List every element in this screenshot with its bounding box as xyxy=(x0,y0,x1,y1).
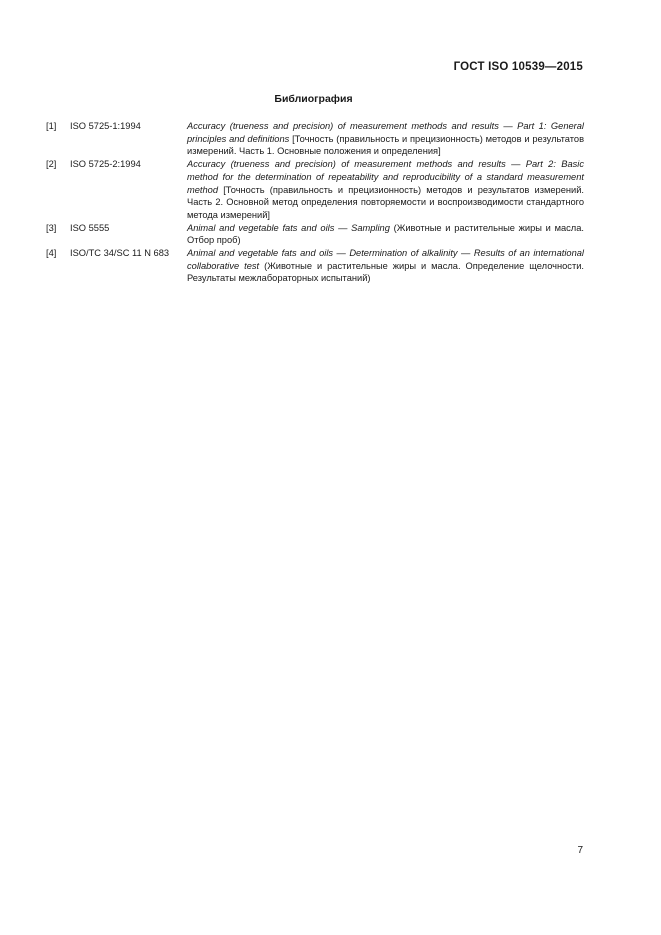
entry-number: [2] xyxy=(46,159,57,170)
bibliography-list xyxy=(46,120,584,285)
entry-title-english: Animal and vegetable fats and oils — Determination of alkalinity — Results of an international collaborative test xyxy=(187,248,584,271)
page-number: 7 xyxy=(577,845,583,856)
page-title: Библиография xyxy=(274,93,353,105)
entry-standard-code: ISO/TC 34/SC 11 N 683 xyxy=(70,248,170,259)
entry-number: [3] xyxy=(46,222,57,233)
entry-standard-code: ISO 5555 xyxy=(70,222,110,233)
entry-standard-code: ISO 5725-1:1994 xyxy=(70,121,141,131)
entry-title-english: Animal and vegetable fats and oils — Sampling xyxy=(187,222,390,233)
document-code: ГОСТ ISO 10539—2015 xyxy=(453,61,583,73)
entry-title-english: Accuracy (trueness and precision) of measurement methods and results — Part 2: Basic method for the determination of repeatability and reproducibility of a standard measurement method xyxy=(187,159,584,195)
entry-text xyxy=(187,158,584,222)
bibliography-entry xyxy=(46,158,584,222)
entry-number: [4] xyxy=(46,248,57,259)
entry-title-russian: (Животные и растительные жиры и масла. Определение щелочности. Результаты межлабораторных испытаний) xyxy=(187,260,584,284)
entry-text xyxy=(187,120,584,158)
entry-title-english: Accuracy (trueness and precision) of measurement methods and results — Part 1: General principles and definitions xyxy=(187,121,584,144)
entry-title-russian: [Точность (правильность и прецизионность) методов и результатов измерений. Часть 2. Основной метод определения повторяемости и воспроизводимости стандартного метода измерений] xyxy=(187,184,584,220)
entry-title-russian: [Точность (правильность и прецизионность) методов и результатов измерений. Часть 1. Основные положения и определения] xyxy=(187,133,585,157)
bibliography-entry xyxy=(46,222,584,247)
entry-standard-code: ISO 5725-2:1994 xyxy=(70,159,141,170)
entry-text xyxy=(187,247,584,285)
entry-number: [1] xyxy=(46,121,57,131)
bibliography-entry xyxy=(46,247,584,285)
entry-title-russian: (Животные и растительные жиры и масла. Отбор проб) xyxy=(187,222,584,246)
bibliography-entry xyxy=(46,120,584,158)
entry-text xyxy=(187,222,584,247)
